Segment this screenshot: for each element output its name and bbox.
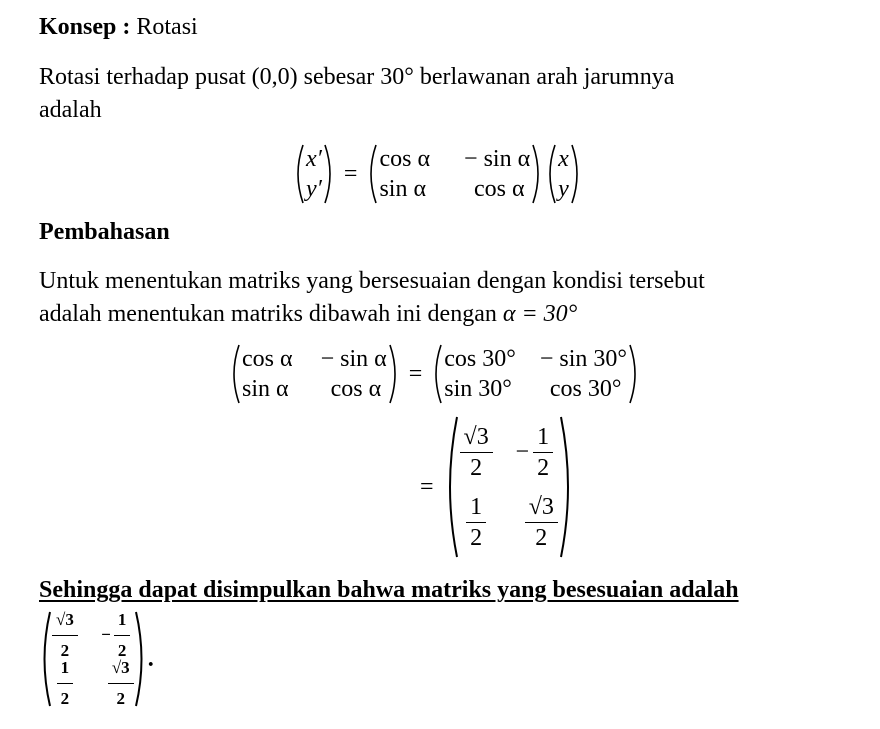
right-paren (569, 143, 583, 205)
numerator: 1 (470, 493, 483, 520)
result-formula (412, 415, 576, 559)
intro-line-1: Rotasi terhadap pusat (0,0) sebesar 30° berlawanan arah jarumnya (39, 64, 675, 90)
body-line-2-text: adalah menentukan matriks dibawah ini dengan (39, 301, 503, 327)
matrix-cell: sin α (242, 376, 289, 402)
left-paren (544, 143, 558, 205)
final-matrix (38, 610, 148, 708)
rhs-y: y (558, 176, 569, 202)
body-line-1: Untuk menentukan matriks yang bersesuaian dengan kondisi tersebut (39, 268, 705, 294)
equals-sign: = (343, 160, 358, 187)
thirty-degree-matrix (430, 343, 641, 405)
equals-sign: = (408, 360, 423, 387)
denominator: 2 (470, 454, 483, 481)
left-paren (228, 343, 242, 405)
numerator: 1 (60, 657, 70, 677)
numerator: √3 (56, 609, 74, 629)
left-paren (38, 610, 52, 708)
matrix-cell: − sin α (464, 146, 531, 172)
denominator: 2 (535, 524, 548, 551)
matrix-cell: − sin 30° (539, 346, 627, 372)
matrix-cell (460, 417, 493, 487)
rotation-formula (292, 143, 583, 205)
matrix-cell (511, 417, 558, 487)
denominator: 2 (116, 688, 126, 708)
matrix-cell: cos α (379, 146, 431, 172)
intro-line-2: adalah (39, 97, 102, 123)
right-paren (134, 610, 148, 708)
matrix-cell: cos α (242, 346, 293, 372)
matrix-cell: cos α (474, 176, 525, 202)
right-paren (558, 415, 576, 559)
matrix-cell: cos α (330, 376, 382, 402)
rotation-matrix (365, 143, 544, 205)
concept-label: Konsep : (39, 14, 131, 40)
left-paren (292, 143, 306, 205)
substitution-formula (228, 343, 641, 405)
right-paren (322, 143, 336, 205)
numerator: √3 (528, 493, 554, 520)
conclusion-matrix (38, 610, 154, 708)
concept-line (39, 12, 198, 42)
matrix-cell (52, 659, 78, 707)
lhs-vector (292, 143, 336, 205)
alpha-matrix (228, 343, 401, 405)
body-line-2 (39, 299, 577, 329)
matrix-cell (460, 487, 493, 557)
minus-sign: − (101, 625, 111, 644)
equals-sign: = (420, 473, 434, 500)
conclusion-text: Sehingga dapat disimpulkan bahwa matriks yang besesuaian adalah (39, 577, 739, 603)
matrix-cell (511, 487, 558, 557)
right-paren (387, 343, 401, 405)
right-paren (627, 343, 641, 405)
matrix-cell: sin α (379, 176, 427, 202)
numerator: 1 (537, 423, 550, 450)
section-heading: Pembahasan (39, 219, 170, 245)
right-paren (530, 143, 544, 205)
denominator: 2 (60, 640, 70, 660)
numerator: √3 (111, 657, 130, 677)
matrix-cell: cos 30° (549, 376, 622, 402)
denominator: 2 (117, 640, 127, 660)
matrix-cell (98, 659, 134, 707)
left-paren (365, 143, 379, 205)
numerator: √3 (463, 423, 489, 450)
matrix-cell: cos 30° (444, 346, 516, 372)
lhs-x-prime: x′ (306, 146, 322, 172)
alpha-equation: α = 30° (502, 301, 578, 327)
matrix-cell: sin 30° (444, 376, 512, 402)
concept-topic: Rotasi (136, 14, 198, 40)
lhs-y-prime: y′ (306, 176, 322, 202)
denominator: 2 (470, 524, 483, 551)
matrix-cell: − sin α (320, 346, 387, 372)
minus-sign: − (515, 439, 530, 465)
rhs-vector (544, 143, 583, 205)
result-matrix (442, 415, 576, 559)
denominator: 2 (537, 454, 550, 481)
denominator: 2 (60, 688, 70, 708)
left-paren (430, 343, 444, 405)
left-paren (442, 415, 460, 559)
final-period: . (147, 645, 154, 672)
numerator: 1 (117, 609, 127, 629)
rhs-x: x (558, 146, 569, 172)
